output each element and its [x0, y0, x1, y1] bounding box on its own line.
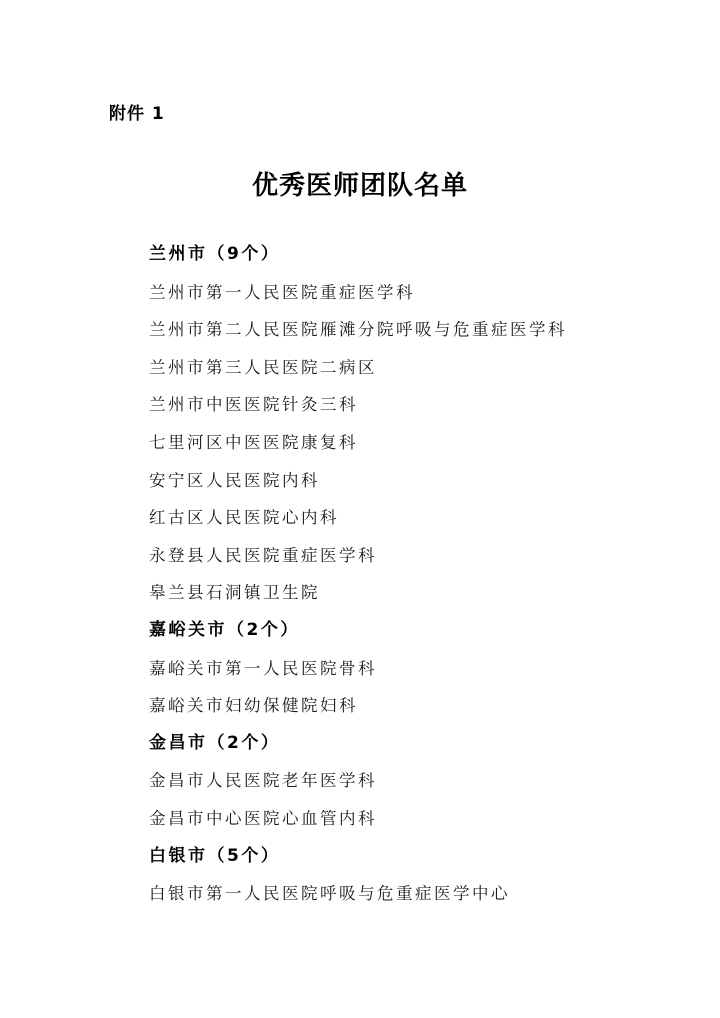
list-item: 嘉峪关市妇幼保健院妇科: [149, 696, 358, 716]
list-item: 永登县人民医院重症医学科: [149, 545, 377, 565]
list-item: 红古区人民医院心内科: [149, 508, 339, 528]
list-item: 白银市第一人民医院呼吸与危重症医学中心: [149, 884, 510, 904]
list-item: 嘉峪关市第一人民医院骨科: [149, 658, 377, 678]
team-list: [149, 236, 689, 913]
group-heading-baiyin: 白银市（5个）: [149, 845, 281, 866]
list-item: 皋兰县石洞镇卫生院: [149, 583, 320, 603]
list-item: 安宁区人民医院内科: [149, 470, 320, 490]
list-item: 金昌市人民医院老年医学科: [149, 771, 377, 791]
group-heading-lanzhou: 兰州市（9个）: [149, 244, 281, 264]
group-heading-jiayuguan: 嘉峪关市（2个）: [149, 619, 300, 640]
list-item: 兰州市第一人民医院重症医学科: [149, 282, 415, 302]
list-item: 七里河区中医医院康复科: [149, 432, 358, 452]
attachment-label: 附件 1: [109, 104, 165, 124]
list-item: 金昌市中心医院心血管内科: [149, 808, 377, 828]
document-title: 优秀医师团队名单: [251, 171, 468, 201]
group-heading-jinchang: 金昌市（2个）: [149, 732, 281, 753]
list-item: 兰州市第二人民医院雁滩分院呼吸与危重症医学科: [149, 320, 567, 340]
list-item: 兰州市第三人民医院二病区: [149, 357, 377, 377]
list-item: 兰州市中医医院针灸三科: [149, 395, 358, 415]
